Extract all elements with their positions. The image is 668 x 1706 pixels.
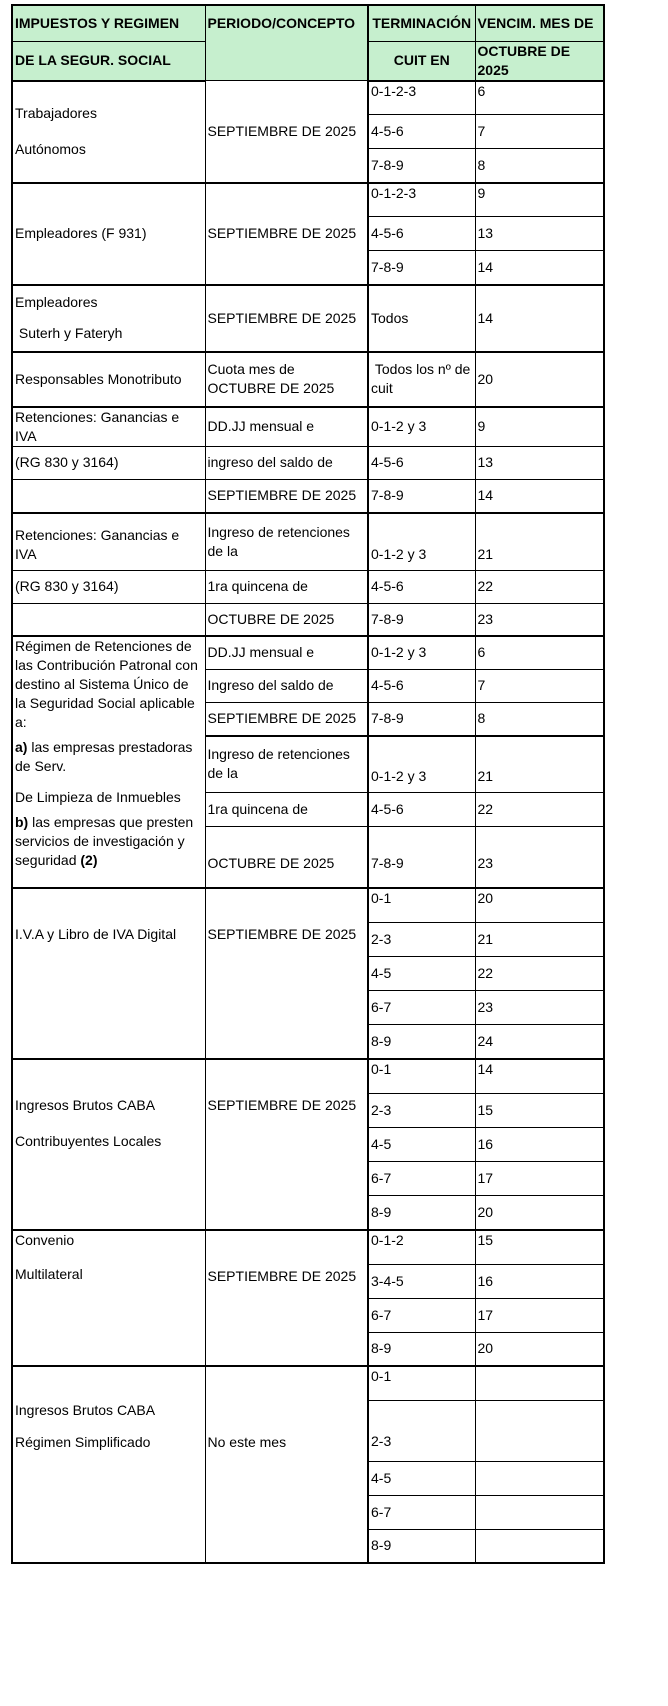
tax-name-rg: (RG 830 y 3164) xyxy=(12,446,205,479)
cuit-termination: 0-1-2 y 3 xyxy=(368,513,475,570)
due-day: 13 xyxy=(475,446,604,479)
due-day: 23 xyxy=(475,990,604,1024)
period-simplificado: No este mes xyxy=(205,1366,368,1563)
due-day: 6 xyxy=(475,81,604,115)
due-day xyxy=(475,1366,604,1400)
table-row xyxy=(12,407,604,447)
due-day: 14 xyxy=(475,251,604,285)
header-october: OCTUBRE DE 2025 xyxy=(475,41,604,81)
cuit-termination: 0-1 xyxy=(368,1366,475,1400)
due-day: 14 xyxy=(475,1059,604,1093)
cuit-termination: 7-8-9 xyxy=(368,702,475,736)
tax-name-autonomos: Trabajadores Autónomos xyxy=(12,81,205,183)
cuit-termination: 4-5-6 xyxy=(368,792,475,826)
period-line: Ingreso de retenciones de la xyxy=(205,513,368,570)
period-line: Ingreso de retenciones de la xyxy=(205,736,368,792)
due-day: 6 xyxy=(475,636,604,669)
due-day: 15 xyxy=(475,1230,604,1264)
cuit-termination: 4-5 xyxy=(368,956,475,990)
cuit-termination: 7-8-9 xyxy=(368,603,475,636)
tax-name-empleadores: Empleadores (F 931) xyxy=(12,183,205,285)
due-day: 17 xyxy=(475,1161,604,1195)
period-line: Ingreso del saldo de xyxy=(205,669,368,702)
period-suterh: SEPTIEMBRE DE 2025 xyxy=(205,285,368,352)
tax-name-iva: I.V.A y Libro de IVA Digital xyxy=(12,888,205,1059)
period-line: DD.JJ mensual e xyxy=(205,636,368,669)
cuit-termination: 4-5-6 xyxy=(368,115,475,149)
cuit-termination: 0-1-2 y 3 xyxy=(368,636,475,669)
due-day: 15 xyxy=(475,1093,604,1127)
period-line: 1ra quincena de xyxy=(205,570,368,603)
due-day: 16 xyxy=(475,1127,604,1161)
due-day: 22 xyxy=(475,570,604,603)
due-day: 7 xyxy=(475,669,604,702)
cuit-termination: 2-3 xyxy=(368,1093,475,1127)
table-row xyxy=(12,1059,604,1093)
period-line: OCTUBRE DE 2025 xyxy=(205,826,368,888)
cuit-termination: Todos los nº de cuit xyxy=(368,352,475,407)
cuit-termination: 7-8-9 xyxy=(368,251,475,285)
cuit-termination: 8-9 xyxy=(368,1332,475,1366)
due-day: 22 xyxy=(475,956,604,990)
cuit-termination: 0-1 xyxy=(368,1059,475,1093)
header-social-security: DE LA SEGUR. SOCIAL xyxy=(12,41,205,81)
cuit-termination: 0-1-2-3 xyxy=(368,183,475,217)
period-iva: SEPTIEMBRE DE 2025 xyxy=(205,888,368,1059)
due-day: 9 xyxy=(475,407,604,447)
period-iibb-locales: SEPTIEMBRE DE 2025 xyxy=(205,1059,368,1230)
header-termination: TERMINACIÓN xyxy=(368,5,475,41)
table-row xyxy=(12,603,604,636)
empty-cell xyxy=(12,479,205,513)
due-day xyxy=(475,1495,604,1529)
cuit-termination: 0-1-2 xyxy=(368,1230,475,1264)
cuit-termination: 0-1-2 y 3 xyxy=(368,407,475,447)
period-line: OCTUBRE DE 2025 xyxy=(205,603,368,636)
due-day: 20 xyxy=(475,1195,604,1230)
header-cuit: CUIT EN xyxy=(368,41,475,81)
table-row xyxy=(12,81,604,115)
cuit-termination: 4-5-6 xyxy=(368,217,475,251)
cuit-termination: 4-5-6 xyxy=(368,446,475,479)
tax-calendar xyxy=(11,4,605,1564)
cuit-termination: 4-5-6 xyxy=(368,570,475,603)
header-due-month: VENCIM. MES DE xyxy=(475,5,604,41)
tax-name-simplificado: Ingresos Brutos CABA Régimen Simplificado xyxy=(12,1366,205,1563)
cuit-termination: 6-7 xyxy=(368,990,475,1024)
cuit-termination: 7-8-9 xyxy=(368,149,475,183)
due-day: 14 xyxy=(475,479,604,513)
table-row xyxy=(12,636,604,669)
due-day: 8 xyxy=(475,149,604,183)
table-row xyxy=(12,1230,604,1264)
period-empleadores: SEPTIEMBRE DE 2025 xyxy=(205,183,368,285)
table-row xyxy=(12,570,604,603)
due-day: 21 xyxy=(475,736,604,792)
tax-name-retenciones: Retenciones: Ganancias e IVA xyxy=(12,513,205,570)
cuit-termination: 2-3 xyxy=(368,922,475,956)
period-line: DD.JJ mensual e xyxy=(205,407,368,447)
cuit-termination: 7-8-9 xyxy=(368,826,475,888)
table-row xyxy=(12,888,604,922)
due-day: 24 xyxy=(475,1024,604,1059)
table-row xyxy=(12,1366,604,1400)
period-line: SEPTIEMBRE DE 2025 xyxy=(205,702,368,736)
tax-name-retenciones: Retenciones: Ganancias e IVA xyxy=(12,407,205,447)
table-row xyxy=(12,183,604,217)
cuit-termination: 4-5 xyxy=(368,1127,475,1161)
due-day: 9 xyxy=(475,183,604,217)
due-day: 13 xyxy=(475,217,604,251)
tax-name-monotributo: Responsables Monotributo xyxy=(12,352,205,407)
due-day: 17 xyxy=(475,1298,604,1332)
cuit-termination: Todos xyxy=(368,285,475,352)
due-day: 22 xyxy=(475,792,604,826)
period-autonomos: SEPTIEMBRE DE 2025 xyxy=(205,81,368,183)
cuit-termination: 7-8-9 xyxy=(368,479,475,513)
header-tax-regime: IMPUESTOS Y REGIMEN xyxy=(12,5,205,41)
due-day: 23 xyxy=(475,826,604,888)
table-row xyxy=(12,352,604,407)
table-row xyxy=(12,285,604,352)
due-day xyxy=(475,1529,604,1563)
due-day: 21 xyxy=(475,513,604,570)
tax-name-rg: (RG 830 y 3164) xyxy=(12,570,205,603)
due-day: 21 xyxy=(475,922,604,956)
tax-name-convenio: Convenio Multilateral xyxy=(12,1230,205,1366)
table-row xyxy=(12,446,604,479)
cuit-termination: 8-9 xyxy=(368,1024,475,1059)
cuit-termination: 8-9 xyxy=(368,1529,475,1563)
table-row xyxy=(12,513,604,570)
header-row-1 xyxy=(12,5,604,41)
tax-due-dates-table xyxy=(11,4,605,1564)
period-line: 1ra quincena de xyxy=(205,792,368,826)
cuit-termination: 0-1 xyxy=(368,888,475,922)
cuit-termination: 6-7 xyxy=(368,1495,475,1529)
due-day: 7 xyxy=(475,115,604,149)
header-period: PERIODO/CONCEPTO xyxy=(205,5,368,81)
due-day: 16 xyxy=(475,1264,604,1298)
cuit-termination: 0-1-2 y 3 xyxy=(368,736,475,792)
tax-name-iibb-locales: Ingresos Brutos CABA Contribuyentes Locales xyxy=(12,1059,205,1230)
cuit-termination: 8-9 xyxy=(368,1195,475,1230)
period-line: ingreso del saldo de xyxy=(205,446,368,479)
due-day: 20 xyxy=(475,352,604,407)
tax-name-suterh: Empleadores Suterh y Fateryh xyxy=(12,285,205,352)
tax-name-regimen: Régimen de Retenciones de las Contribución Patronal con destino al Sistema Único de la Seguridad Social aplicable a: a) las empresas prestadoras de Serv. De Limpieza de Inmuebles b) las empresas que presten servicios de investigación y seguridad (2) xyxy=(12,636,205,888)
cuit-termination: 0-1-2-3 xyxy=(368,81,475,115)
cuit-termination: 6-7 xyxy=(368,1161,475,1195)
due-day: 23 xyxy=(475,603,604,636)
cuit-termination: 6-7 xyxy=(368,1298,475,1332)
due-day: 20 xyxy=(475,888,604,922)
due-day: 20 xyxy=(475,1332,604,1366)
due-day: 14 xyxy=(475,285,604,352)
cuit-termination: 2-3 xyxy=(368,1400,475,1461)
due-day: 8 xyxy=(475,702,604,736)
empty-cell xyxy=(12,603,205,636)
cuit-termination: 3-4-5 xyxy=(368,1264,475,1298)
due-day xyxy=(475,1400,604,1461)
cuit-termination: 4-5 xyxy=(368,1461,475,1495)
period-convenio: SEPTIEMBRE DE 2025 xyxy=(205,1230,368,1366)
table-row xyxy=(12,479,604,513)
period-monotributo: Cuota mes de OCTUBRE DE 2025 xyxy=(205,352,368,407)
due-day xyxy=(475,1461,604,1495)
cuit-termination: 4-5-6 xyxy=(368,669,475,702)
period-line: SEPTIEMBRE DE 2025 xyxy=(205,479,368,513)
